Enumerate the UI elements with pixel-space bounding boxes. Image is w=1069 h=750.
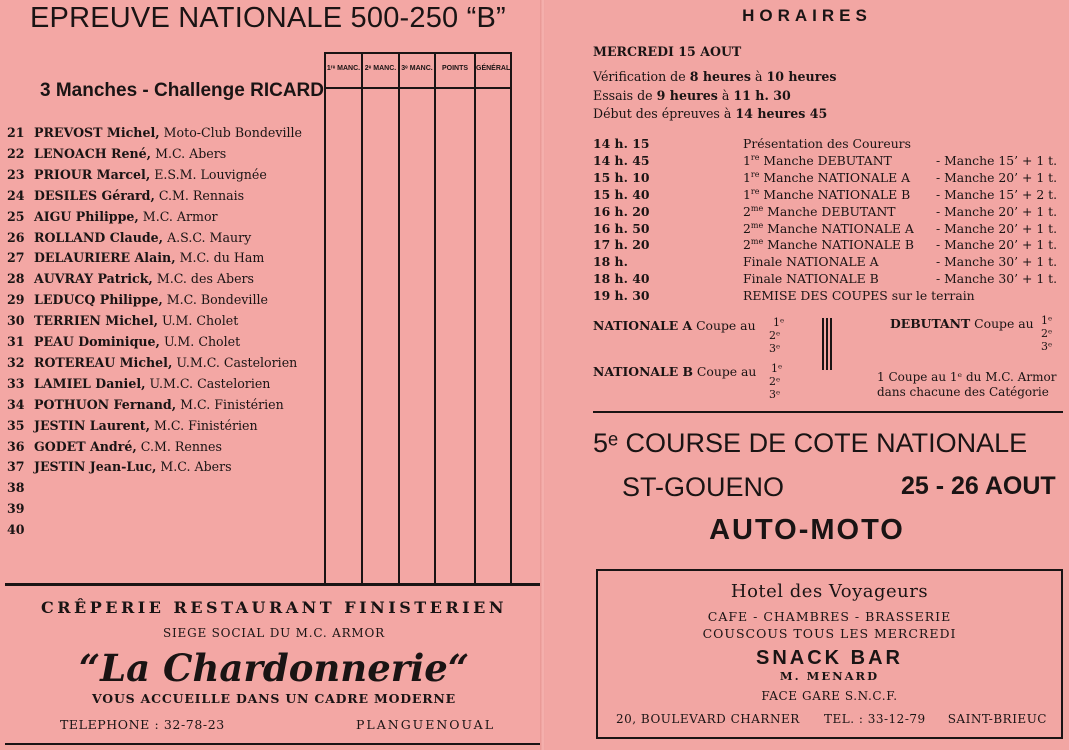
ad-siege-line: SIEGE SOCIAL DU M.C. ARMOR	[162, 626, 385, 640]
prize-armor-line-1: 1 Coupe au 1ᵉ du M.C. Armor	[877, 370, 1057, 384]
entry-row	[7, 209, 218, 224]
entry-name: AUVRAY Patrick,	[34, 271, 153, 287]
entry-club: U.M.C. Castelorien	[176, 354, 298, 370]
entry-row	[7, 313, 238, 328]
schedule-duration: - Manche 20’ + 1 t.	[936, 220, 1058, 236]
schedule-event-text: Finale NATIONALE A	[743, 254, 879, 270]
schedule-time: 17 h. 20	[593, 237, 650, 253]
schedule-time: 14 h. 45	[593, 152, 650, 168]
entry-row	[7, 376, 270, 391]
entry-number: 31	[7, 334, 25, 349]
schedule-event	[743, 271, 879, 286]
schedule-time: 16 h. 20	[593, 203, 650, 219]
schedule-time: 14 h. 15	[593, 136, 650, 151]
info-b1: 8 heures	[689, 69, 751, 84]
entry-name: JESTIN Laurent,	[34, 417, 150, 433]
info-line	[593, 88, 791, 103]
entry-row	[7, 501, 34, 516]
prize-nat-a-rank-3: 3ᵉ	[769, 342, 781, 355]
schedule-event	[743, 170, 910, 185]
entry-number: 38	[7, 480, 25, 496]
hotel-couscous: COUSCOUS TOUS LES MERCREDI	[702, 626, 957, 641]
entry-row	[7, 439, 222, 454]
info-mid: à	[717, 87, 734, 103]
prize-deb-rank-3: 3ᵉ	[1041, 340, 1053, 353]
course-place: ST-GOUENO	[622, 472, 785, 502]
entry-name: ROLLAND Claude,	[34, 229, 164, 245]
entry-row	[7, 230, 251, 245]
hotel-services: CAFE - CHAMBRES - BRASSERIE	[707, 609, 952, 624]
entry-number: 24	[7, 187, 25, 203]
entry-number: 21	[7, 125, 25, 140]
schedule-duration: - Manche 30’ + 1 t.	[936, 254, 1058, 270]
hotel-location: FACE GARE S.N.C.F.	[761, 689, 898, 703]
entry-row	[7, 397, 284, 412]
horaires-heading: HORAIRES	[742, 6, 872, 25]
schedule-event-text: Manche NATIONALE A	[763, 220, 914, 236]
prize-nat-b-rank-3: 3ᵉ	[769, 388, 781, 401]
info-pre: Début des épreuves à	[593, 106, 736, 121]
entry-row	[7, 125, 302, 140]
schedule-duration: - Manche 15’ + 2 t.	[936, 186, 1058, 202]
entry-number: 26	[7, 229, 25, 245]
entry-number: 34	[7, 396, 25, 412]
schedule-event	[743, 153, 892, 168]
entry-row	[7, 334, 240, 349]
entry-name: AIGU Philippe,	[34, 208, 139, 224]
entry-number: 33	[7, 375, 25, 391]
entry-number: 23	[7, 166, 25, 182]
hotel-city: SAINT-BRIEUC	[947, 712, 1047, 726]
schedule-duration: - Manche 20’ + 1 t.	[936, 169, 1058, 185]
hotel-ad	[596, 569, 1063, 739]
ad-welcome-line: VOUS ACCUEILLE DANS UN CADRE MODERNE	[92, 691, 456, 706]
entry-club: M.C. Abers	[160, 459, 232, 475]
entry-number: 40	[7, 522, 25, 538]
entry-club: M.C. Armor	[142, 208, 218, 224]
entry-club: M.C. des Abers	[156, 271, 255, 287]
schedule-time: 19 h. 30	[593, 288, 650, 304]
prize-deb-rank-1: 1ᵉ	[1041, 314, 1053, 327]
section-rule	[593, 411, 1063, 413]
entry-club: U.M. Cholet	[163, 334, 241, 349]
schedule-ordinal: 1	[743, 186, 751, 202]
score-table	[324, 52, 512, 585]
prize-debutant: DEBUTANT Coupe au	[890, 316, 1034, 331]
course-title: 5ᵉ COURSE DE COTE NATIONALE	[593, 428, 1028, 458]
schedule-event-text: Manche NATIONALE A	[759, 169, 911, 185]
info-b2: 10 heures	[766, 69, 837, 84]
info-b1: 9 heures	[656, 87, 718, 103]
entry-name: LENOACH René,	[34, 145, 152, 161]
schedule-duration: - Manche 20’ + 1 t.	[936, 237, 1058, 253]
entry-club: U.M.C. Castelorien	[149, 375, 271, 391]
info-b1: 14 heures 45	[735, 106, 828, 121]
score-col-manche-2: 2ᵉ MANC.	[363, 54, 400, 583]
schedule-ordinal-suffix: re	[750, 152, 760, 162]
entry-row	[7, 480, 34, 495]
entry-row	[7, 146, 226, 161]
schedule-event	[743, 221, 914, 236]
ad-place: PLANGUENOUAL	[356, 717, 495, 732]
entry-row	[7, 188, 244, 203]
entry-row	[7, 355, 297, 370]
entry-row	[7, 250, 264, 265]
schedule-ordinal: 1	[743, 169, 751, 185]
prize-nat-a-rank-1: 1ᵉ	[773, 316, 785, 329]
schedule-ordinal-suffix: re	[750, 169, 760, 179]
entry-number: 22	[7, 145, 25, 161]
schedule-ordinal-suffix: re	[750, 186, 760, 196]
schedule-event	[743, 136, 911, 151]
prize-nat-a: NATIONALE A Coupe au	[593, 318, 756, 333]
schedule-time: 15 h. 40	[593, 186, 650, 202]
hotel-phone: TEL. : 33-12-79	[824, 712, 926, 726]
entry-row	[7, 418, 258, 433]
schedule-ordinal: 2	[743, 220, 751, 236]
entry-name: PREVOST Michel,	[34, 125, 160, 140]
info-mid: à	[750, 69, 767, 84]
entry-club: U.M. Cholet	[162, 313, 239, 329]
score-col-points: POINTS	[436, 54, 476, 583]
entry-number: 27	[7, 250, 25, 266]
prize-divider-3	[830, 318, 832, 370]
entry-name: GODET André,	[34, 438, 137, 454]
entry-row	[7, 292, 268, 307]
schedule-duration: - Manche 15’ + 1 t.	[936, 152, 1058, 168]
score-col-manche-1: 1ʳᵉ MANC.	[326, 54, 363, 583]
entry-name: DESILES Gérard,	[34, 187, 155, 203]
ad-restaurant-line: CRÊPERIE RESTAURANT FINISTERIEN	[41, 598, 507, 617]
entry-row	[7, 522, 34, 537]
schedule-time: 15 h. 10	[593, 169, 650, 185]
event-title: EPREUVE NATIONALE 500-250 “B”	[30, 2, 506, 34]
schedule-duration: - Manche 30’ + 1 t.	[936, 271, 1058, 287]
entry-name: ROTEREAU Michel,	[34, 354, 173, 370]
entry-name: POTHUON Fernand,	[34, 396, 177, 412]
info-b2: 11 h. 30	[733, 87, 791, 103]
entry-number: 35	[7, 417, 25, 433]
snack-bar: SNACK BAR	[756, 647, 903, 669]
schedule-event-text: Manche DEBUTANT	[759, 153, 892, 169]
entry-name: JESTIN Jean-Luc,	[34, 459, 157, 475]
info-pre: Vérification de	[593, 69, 690, 84]
prize-nat-a-rank-2: 2ᵉ	[769, 329, 781, 342]
entry-row	[7, 271, 254, 286]
right-page	[545, 0, 1069, 750]
entry-name: PEAU Dominique,	[34, 334, 160, 349]
schedule-ordinal: 2	[743, 203, 751, 219]
info-pre: Essais de	[593, 87, 657, 103]
schedule-event	[743, 204, 896, 219]
schedule-ordinal: 1	[743, 153, 751, 169]
entry-club: M.C. du Ham	[179, 250, 265, 266]
prize-armor-line-2: dans chacune des Catégorie	[877, 385, 1049, 399]
prize-nat-b: NATIONALE B Coupe au	[593, 364, 757, 379]
schedule-event	[743, 288, 975, 303]
entry-number: 29	[7, 292, 25, 308]
schedule-duration: - Manche 20’ + 1 t.	[936, 203, 1058, 219]
entry-row	[7, 459, 232, 474]
entry-club: Moto-Club Bondeville	[163, 125, 302, 140]
entry-name: LEDUCQ Philippe,	[34, 292, 163, 308]
entry-number: 36	[7, 438, 25, 454]
entry-club: M.C. Finistérien	[154, 417, 258, 433]
entry-club: A.S.C. Maury	[167, 229, 252, 245]
ad-phone: TELEPHONE : 32-78-23	[60, 717, 225, 732]
creperie-ad	[5, 583, 543, 745]
schedule-event-text: Finale NATIONALE B	[743, 271, 879, 287]
course-type: AUTO-MOTO	[709, 514, 905, 546]
prize-divider-1	[822, 318, 824, 370]
schedule-ordinal: 2	[743, 237, 751, 253]
entry-club: M.C. Abers	[155, 145, 227, 161]
info-line	[593, 69, 836, 84]
prize-nat-b-rank-1: 1ᵉ	[771, 362, 783, 375]
entry-number: 37	[7, 459, 25, 475]
entry-name: DELAURIERE Alain,	[34, 250, 176, 266]
entry-club: C.M. Rennais	[158, 187, 245, 203]
event-subtitle: 3 Manches - Challenge RICARD	[40, 80, 324, 101]
entry-number: 30	[7, 313, 25, 329]
schedule-event	[743, 237, 914, 252]
entry-club: C.M. Rennes	[140, 438, 222, 454]
entry-name: PRIOUR Marcel,	[34, 166, 151, 182]
schedule-time: 18 h. 40	[593, 271, 650, 287]
schedule-ordinal-suffix: me	[750, 237, 764, 247]
ad-restaurant-name: “La Chardonnerie“	[78, 646, 470, 690]
event-date: MERCREDI 15 AOUT	[593, 44, 742, 59]
entry-name: LAMIEL Daniel,	[34, 375, 146, 391]
schedule-time: 16 h. 50	[593, 220, 650, 236]
entry-number: 39	[7, 501, 25, 517]
score-col-manche-3: 3ᵉ MANC.	[400, 54, 436, 583]
schedule-event-text: Manche NATIONALE B	[763, 237, 914, 253]
schedule-time: 18 h.	[593, 254, 628, 270]
entry-club: E.S.M. Louvignée	[154, 166, 267, 182]
prize-nat-b-rank-2: 2ᵉ	[769, 375, 781, 388]
hotel-owner: M. MENARD	[779, 669, 880, 683]
hotel-address: 20, BOULEVARD CHARNER	[616, 712, 800, 726]
prize-deb-rank-2: 2ᵉ	[1041, 327, 1053, 340]
course-dates: 25 - 26 AOUT	[901, 472, 1056, 500]
schedule-event-text: REMISE DES COUPES sur le terrain	[743, 288, 975, 304]
prize-divider-2	[826, 318, 828, 370]
schedule-event	[743, 187, 910, 202]
schedule-event-text: Manche DEBUTANT	[763, 203, 896, 219]
entry-number: 28	[7, 271, 25, 287]
schedule-event-text: Manche NATIONALE B	[759, 186, 911, 202]
entry-name: TERRIEN Michel,	[34, 313, 159, 329]
hotel-name: Hotel des Voyageurs	[730, 581, 929, 602]
schedule-event-text: Présentation des Coureurs	[743, 136, 911, 152]
entry-row	[7, 167, 267, 182]
entry-number: 25	[7, 208, 25, 224]
schedule-ordinal-suffix: me	[750, 203, 764, 213]
info-line	[593, 106, 827, 121]
schedule-event	[743, 254, 879, 269]
entry-club: M.C. Bondeville	[166, 292, 268, 308]
entry-number: 32	[7, 354, 25, 370]
schedule-ordinal-suffix: me	[750, 220, 764, 230]
entry-club: M.C. Finistérien	[180, 396, 284, 412]
score-col-general: GÉNÉRAL	[476, 65, 511, 72]
